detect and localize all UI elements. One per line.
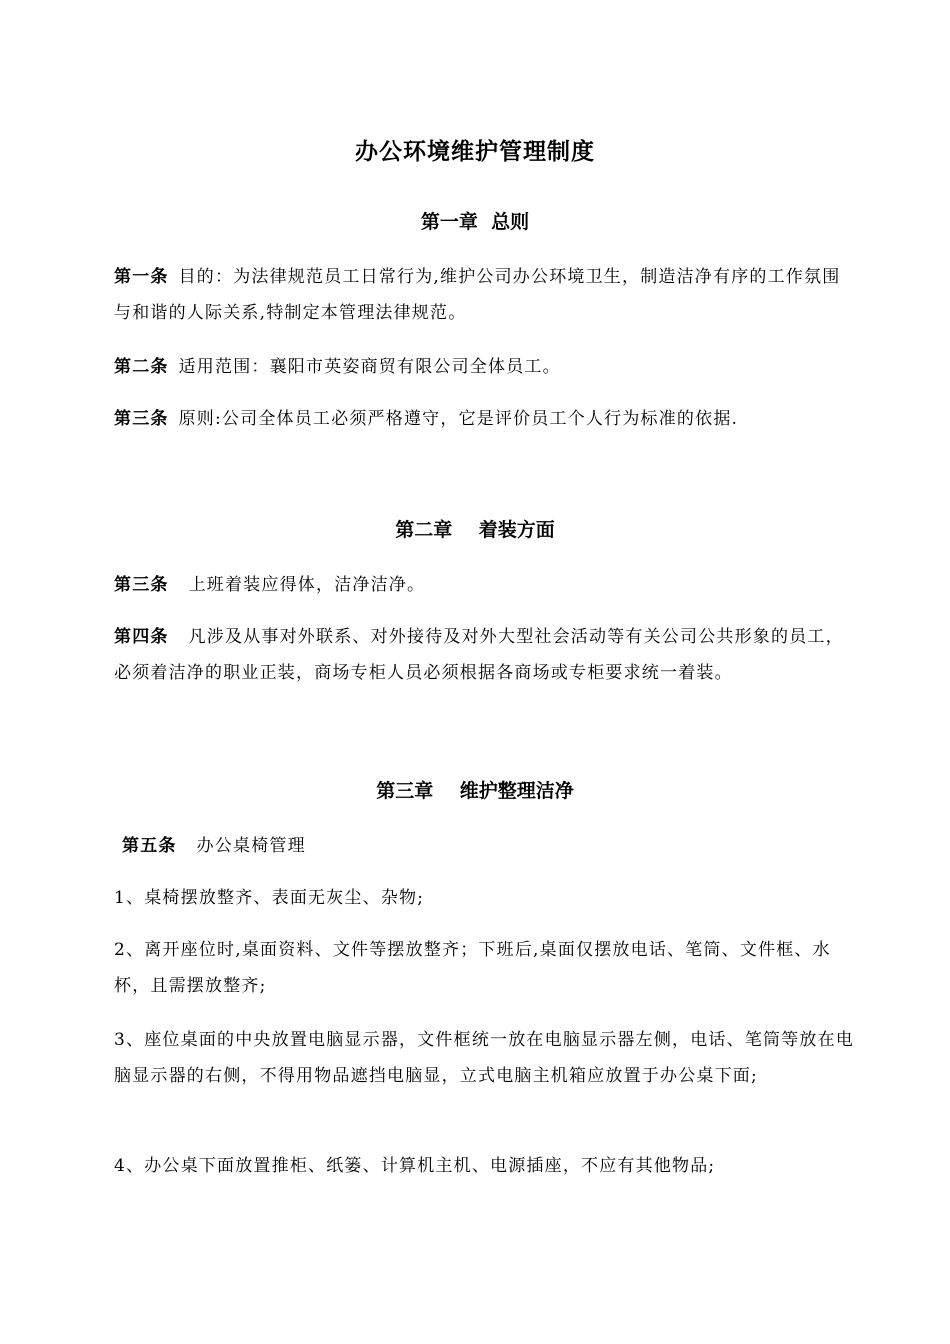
article-1-label: 第一条 <box>114 267 169 287</box>
article-3b-label: 第三条 <box>114 575 169 595</box>
article-3b-text: 上班着装应得体，洁净洁净。 <box>188 575 426 595</box>
article-4 <box>114 619 854 691</box>
article-2-label: 第二条 <box>114 357 169 377</box>
article-5-label: 第五条 <box>122 836 177 856</box>
list-item-2: 2、离开座位时,桌面资料、文件等摆放整齐；下班后,桌面仅摆放电话、笔筒、文件框、水杯，且需摆放整齐; <box>114 940 831 996</box>
article-3b <box>114 567 854 603</box>
article-2-text: 适用范围：襄阳市英姿商贸有限公司全体员工。 <box>178 357 561 377</box>
article-3 <box>114 401 854 437</box>
list-item-4: 4、办公桌下面放置推柜、纸篓、计算机主机、电源插座，不应有其他物品; <box>114 1156 716 1176</box>
document-title: 办公环境维护管理制度 <box>355 138 595 165</box>
article-3-label: 第三条 <box>114 409 169 429</box>
article-1-text: 目的：为法律规范员工日常行为,维护公司办公环境卫生，制造洁净有序的工作氛围与和谐的人际关系,特制定本管理法律规范。 <box>114 267 841 323</box>
article-2 <box>114 349 854 385</box>
chapter-3-heading: 第三章 维护整理洁净 <box>376 780 574 802</box>
list-item-3: 3、座位桌面的中央放置电脑显示器，文件框统一放在电脑显示器左侧，电话、笔筒等放在电脑显示器的右侧，不得用物品遮挡电脑显，立式电脑主机箱应放置于办公桌下面; <box>114 1030 855 1086</box>
article-4-label: 第四条 <box>114 627 169 647</box>
article-5 <box>122 828 862 864</box>
list-item-1: 1、桌椅摆放整齐、表面无灰尘、杂物; <box>114 888 425 908</box>
article-5-text: 办公桌椅管理 <box>196 836 306 856</box>
article-3-text: 原则:公司全体员工必须严格遵守，它是评价员工个人行为标准的依据. <box>178 409 739 429</box>
chapter-1-heading: 第一章 总则 <box>420 211 530 233</box>
article-4-text: 凡涉及从事对外联系、对外接待及对外大型社会活动等有关公司公共形象的员工，必须着洁净的职业正装，商场专柜人员必须根据各商场或专柜要求统一着装。 <box>114 627 844 683</box>
article-1 <box>114 259 854 331</box>
chapter-2-heading: 第二章 着装方面 <box>395 519 555 541</box>
